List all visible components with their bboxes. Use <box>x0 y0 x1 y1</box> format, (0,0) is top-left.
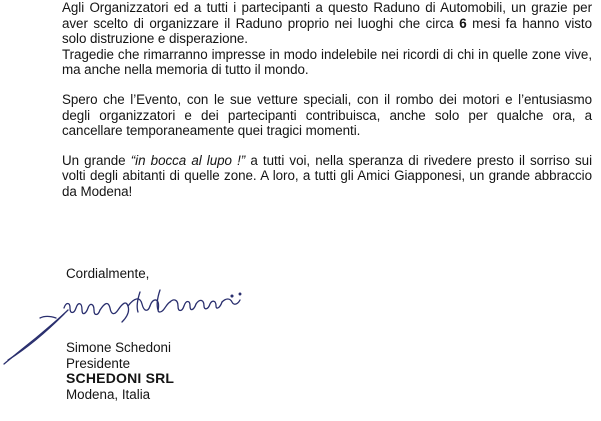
paragraph-thanks-text-a: Agli Organizzatori ed a tutti i partecipanti a questo Raduno di Automobili, un grazie per aver scelto di organizzare il Raduno proprio nei luoghi che circa <box>62 0 592 31</box>
paragraph-wishes <box>62 153 592 200</box>
letter-body <box>62 0 592 200</box>
paragraph-tragedy: Tragedie che rimarranno impresse in modo indelebile nei ricordi di chi in quelle zone vive, ma anche nella memoria di tutto il mondo. <box>62 46 592 78</box>
paragraph-thanks-text-b: mesi fa hanno visto solo distruzione e disperazione. <box>62 15 593 47</box>
paragraph-wishes-text-a: Un grande <box>62 152 131 168</box>
signature-block <box>66 340 174 402</box>
good-luck-phrase: “in bocca al lupo !” <box>130 152 246 168</box>
paragraph-thanks <box>62 0 592 47</box>
closing-salutation: Cordialmente, <box>66 266 150 281</box>
paragraph-wishes-text-b: a tutti voi, nella speranza di rivedere presto il sorriso sui volti degli abitanti di quelle zone. A loro, a tutti gli Amici Giapponesi, un grande abbraccio da Modena! <box>62 152 593 199</box>
months-number: 6 <box>459 15 467 31</box>
paragraph-hope: Spero che l’Evento, con le sue vetture speciali, con il rombo dei motori e l’entusiasmo degli organizzatori e dei partecipanti contribuisca, anche solo per qualche ora, a cancellare temporaneamente quei tragici momenti. <box>62 91 592 139</box>
signer-name: Simone Schedoni <box>66 340 171 355</box>
company-location: Modena, Italia <box>66 386 151 402</box>
company-name: SCHEDONI SRL <box>66 370 175 387</box>
signer-role: Presidente <box>66 355 131 371</box>
